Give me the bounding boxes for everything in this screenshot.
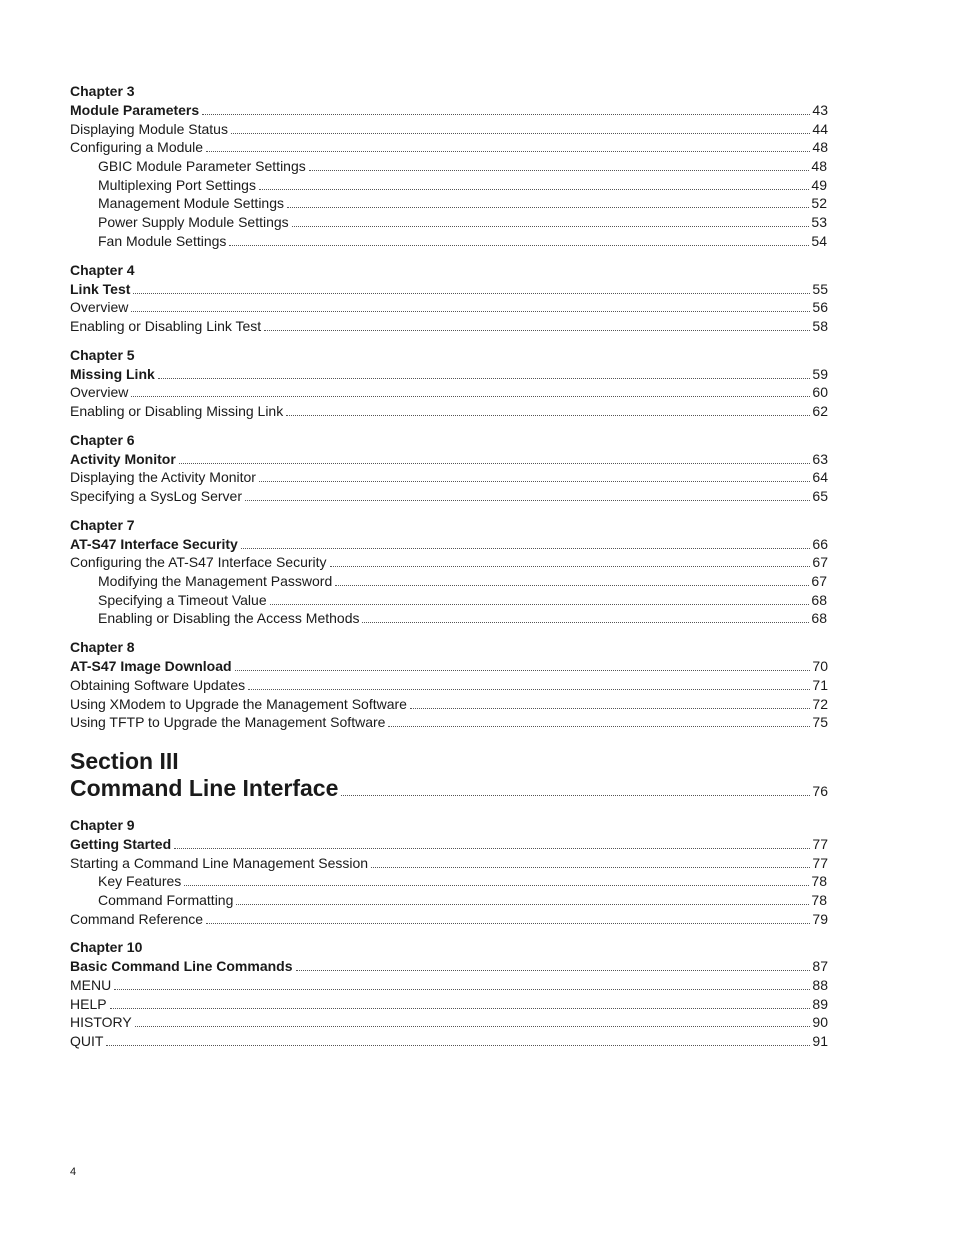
entry-page: 77 (812, 854, 828, 871)
dot-leader (341, 775, 810, 796)
dot-leader (179, 451, 810, 464)
entry-page: 53 (811, 214, 827, 231)
entry-title: GBIC Module Parameter Settings (98, 158, 306, 175)
table-of-contents (70, 82, 828, 1061)
dot-leader (335, 573, 809, 586)
entry-page: 89 (812, 995, 828, 1012)
section-title: Command Line Interface (70, 774, 339, 801)
entry-title: Displaying Module Status (70, 120, 228, 137)
chapter-heading: Chapter 4 (70, 261, 135, 278)
section-entry[interactable] (70, 775, 828, 802)
entry-page: 78 (811, 873, 827, 890)
chapter-heading: Chapter 6 (70, 431, 135, 448)
entry-title: Enabling or Disabling the Access Methods (98, 610, 360, 627)
entry-title: Using TFTP to Upgrade the Management Software (70, 714, 386, 731)
entry-page: 77 (812, 835, 828, 852)
entry-page: 59 (812, 365, 828, 382)
dot-leader (229, 233, 809, 246)
dot-leader (131, 299, 810, 312)
entry-page: 54 (811, 232, 827, 249)
entry-title: Activity Monitor (70, 450, 176, 467)
dot-leader (245, 488, 810, 501)
chapter-list (70, 816, 828, 1051)
chapter-group (70, 261, 828, 336)
dot-leader (241, 536, 810, 549)
entry-title: Starting a Command Line Management Session (70, 854, 369, 871)
entry-title: Command Formatting (98, 891, 234, 908)
entry-page: 65 (812, 488, 828, 504)
dot-leader (131, 384, 810, 397)
entry-title: Fan Module Settings (98, 232, 227, 249)
toc-entry[interactable] (70, 138, 828, 157)
entry-title: Using XModem to Upgrade the Management Software (70, 695, 407, 712)
dot-leader (248, 677, 810, 690)
chapter-heading: Chapter 7 (70, 516, 135, 533)
entry-page: 44 (812, 120, 828, 137)
dot-leader (174, 836, 810, 849)
dot-leader (202, 102, 810, 115)
entry-title: Link Test (70, 280, 131, 297)
dot-leader (388, 714, 810, 727)
entry-page: 56 (812, 299, 828, 316)
chapter-title-entry[interactable] (70, 280, 828, 299)
chapter-heading: Chapter 5 (70, 346, 135, 363)
entry-page: 72 (812, 695, 828, 712)
entry-title: Configuring the AT-S47 Interface Security (70, 554, 327, 571)
dot-leader (264, 318, 810, 331)
entry-title: QUIT (70, 1033, 104, 1050)
section-label: Section III (70, 747, 179, 774)
entry-page: 55 (812, 280, 828, 297)
toc-entry[interactable] (70, 910, 828, 929)
entry-page: 79 (812, 910, 828, 927)
entry-page: 49 (811, 176, 827, 193)
toc-entry[interactable] (70, 695, 828, 714)
chapter-title-entry[interactable] (70, 365, 828, 384)
chapter-list (70, 82, 828, 732)
chapter-title-entry[interactable] (70, 535, 828, 554)
toc-entry[interactable] (70, 854, 828, 873)
chapter-group (70, 816, 828, 928)
section-heading (70, 748, 828, 802)
toc-entry[interactable] (70, 872, 828, 891)
toc-entry[interactable] (70, 591, 828, 610)
entry-title: Getting Started (70, 835, 172, 852)
entry-page: 64 (812, 469, 828, 486)
entry-page: 60 (812, 384, 828, 401)
chapter-group (70, 938, 828, 1050)
dot-leader (206, 911, 810, 924)
dot-leader (106, 1033, 810, 1046)
toc-entry[interactable] (70, 553, 828, 572)
chapter-group (70, 82, 828, 251)
chapter-heading: Chapter 8 (70, 639, 135, 656)
toc-entry[interactable] (70, 317, 828, 336)
entry-page: 75 (812, 714, 828, 731)
entry-title: Multiplexing Port Settings (98, 176, 256, 193)
entry-page: 67 (812, 554, 828, 571)
entry-title: Enabling or Disabling Missing Link (70, 402, 284, 419)
toc-entry[interactable] (70, 232, 828, 251)
dot-leader (296, 958, 811, 971)
entry-title: Obtaining Software Updates (70, 676, 246, 693)
toc-entry[interactable] (70, 487, 828, 506)
entry-page: 71 (812, 676, 828, 693)
entry-title: Module Parameters (70, 102, 200, 118)
dot-leader (184, 873, 809, 886)
entry-title: Enabling or Disabling Link Test (70, 317, 262, 334)
toc-entry[interactable] (70, 213, 828, 232)
chapter-title-entry[interactable] (70, 450, 828, 469)
toc-entry[interactable] (70, 1032, 828, 1051)
entry-title: Key Features (98, 873, 182, 890)
entry-title: Specifying a Timeout Value (98, 591, 267, 608)
entry-title: Overview (70, 384, 129, 401)
dot-leader (231, 121, 810, 134)
dot-leader (259, 177, 809, 190)
chapter-title-entry[interactable] (70, 957, 828, 976)
toc-entry[interactable] (70, 176, 828, 195)
toc-entry[interactable] (70, 976, 828, 995)
toc-entry[interactable] (70, 157, 828, 176)
entry-title: Missing Link (70, 365, 155, 382)
entry-page: 62 (812, 402, 828, 419)
entry-title: Management Module Settings (98, 195, 284, 212)
dot-leader (286, 403, 810, 416)
toc-entry[interactable] (70, 713, 828, 732)
chapter-title-entry[interactable] (70, 101, 828, 120)
dot-leader (287, 195, 809, 208)
toc-entry[interactable] (70, 194, 828, 213)
toc-entry[interactable] (70, 402, 828, 421)
entry-page: 48 (812, 139, 828, 156)
toc-entry[interactable] (70, 995, 828, 1014)
dot-leader (292, 214, 809, 227)
toc-entry[interactable] (70, 676, 828, 695)
toc-entry[interactable] (70, 891, 828, 910)
chapter-group (70, 516, 828, 628)
entry-page: 78 (811, 891, 827, 908)
dot-leader (158, 366, 810, 379)
chapter-group (70, 346, 828, 421)
entry-title: MENU (70, 977, 112, 993)
dot-leader (235, 658, 810, 671)
toc-entry[interactable] (70, 298, 828, 317)
toc-entry[interactable] (70, 572, 828, 591)
page-number: 4 (70, 1166, 77, 1178)
entry-page: 66 (812, 535, 828, 552)
entry-title: Modifying the Management Password (98, 573, 333, 590)
entry-title: AT-S47 Interface Security (70, 535, 238, 552)
dot-leader (410, 696, 810, 709)
entry-page: 67 (811, 573, 827, 590)
dot-leader (236, 892, 809, 905)
dot-leader (114, 977, 810, 990)
entry-title: Specifying a SysLog Server (70, 488, 242, 504)
entry-title: Configuring a Module (70, 139, 204, 156)
entry-page: 52 (811, 195, 827, 212)
entry-page: 63 (812, 450, 828, 467)
entry-title: Power Supply Module Settings (98, 214, 289, 231)
toc-entry[interactable] (70, 120, 828, 139)
entry-title: Basic Command Line Commands (70, 958, 293, 975)
chapter-heading: Chapter 9 (70, 816, 135, 833)
entry-page: 70 (812, 658, 828, 675)
toc-entry[interactable] (70, 609, 828, 628)
entry-title: Command Reference (70, 910, 204, 927)
toc-entry[interactable] (70, 383, 828, 402)
dot-leader (259, 469, 810, 482)
toc-entry[interactable] (70, 468, 828, 487)
dot-leader (309, 158, 809, 171)
entry-page: 68 (811, 610, 827, 627)
entry-title: HISTORY (70, 1014, 132, 1031)
dot-leader (206, 139, 810, 152)
dot-leader (362, 610, 809, 623)
entry-page: 48 (811, 158, 827, 175)
chapter-title-entry[interactable] (70, 835, 828, 854)
dot-leader (371, 855, 810, 868)
dot-leader (110, 996, 810, 1009)
entry-title: Displaying the Activity Monitor (70, 469, 256, 486)
entry-page: 87 (812, 958, 828, 975)
chapter-title-entry[interactable] (70, 657, 828, 676)
chapter-heading: Chapter 10 (70, 939, 143, 956)
entry-page: 43 (812, 102, 828, 118)
entry-page: 91 (812, 1033, 828, 1050)
entry-title: Overview (70, 299, 129, 316)
chapter-group (70, 431, 828, 506)
entry-page: 68 (811, 591, 827, 608)
dot-leader (330, 554, 810, 567)
dot-leader (270, 592, 809, 605)
entry-title: AT-S47 Image Download (70, 658, 232, 675)
dot-leader (135, 1014, 810, 1027)
entry-page: 58 (812, 317, 828, 334)
entry-page: 88 (812, 977, 828, 993)
chapter-group (70, 638, 828, 732)
section-page: 76 (812, 782, 828, 799)
chapter-heading: Chapter 3 (70, 83, 135, 99)
entry-title: HELP (70, 995, 107, 1012)
entry-page: 90 (812, 1014, 828, 1031)
toc-entry[interactable] (70, 1013, 828, 1032)
dot-leader (133, 281, 810, 294)
